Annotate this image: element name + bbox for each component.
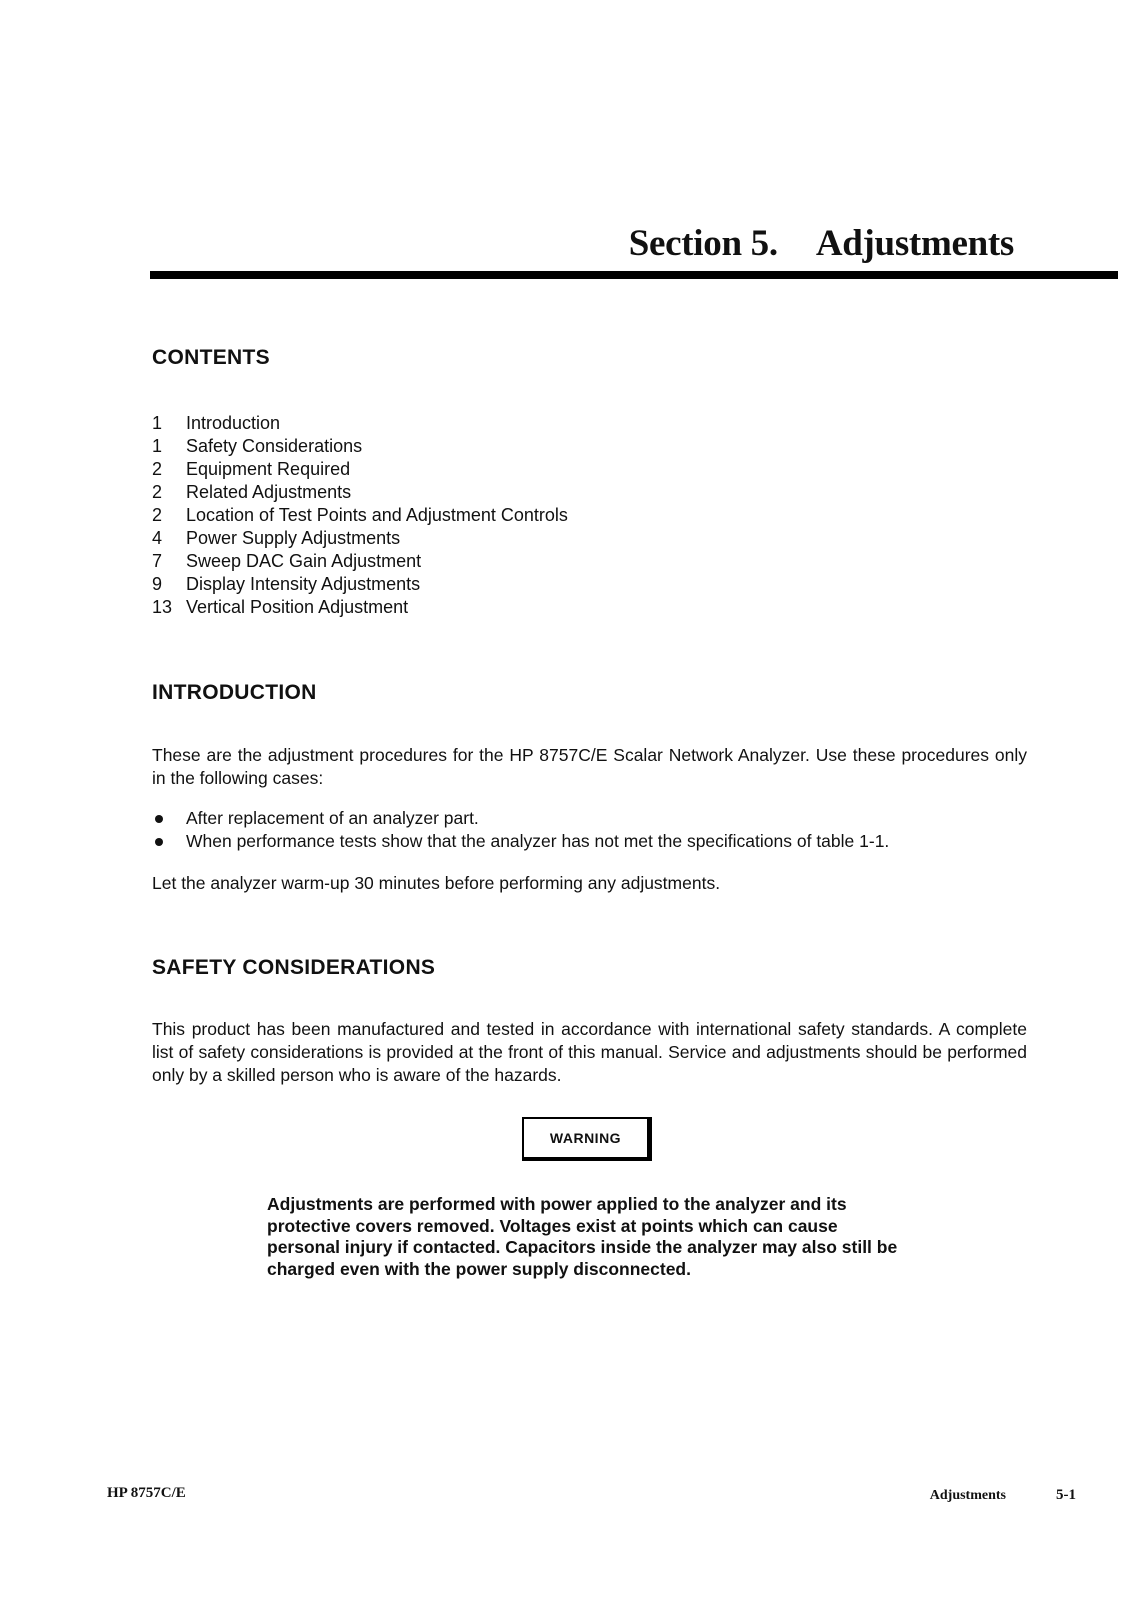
contents-item — [152, 573, 568, 596]
contents-item — [152, 550, 568, 573]
contents-page: 2 — [152, 459, 163, 479]
bullet-dot-icon — [152, 807, 186, 830]
contents-page: 13 — [152, 597, 173, 617]
section-number: Section 5. — [628, 223, 778, 264]
contents-title: Introduction — [186, 413, 281, 433]
contents-page: 2 — [152, 482, 163, 502]
bullet-text: When performance tests show that the analyzer has not met the specifications of table 1-1. — [186, 831, 890, 851]
contents-item — [152, 458, 568, 481]
introduction-closing: Let the analyzer warm-up 30 minutes before performing any adjustments. — [152, 873, 721, 893]
contents-heading: CONTENTS — [152, 346, 270, 369]
contents-page: 1 — [152, 413, 163, 433]
contents-page: 4 — [152, 528, 163, 548]
contents-item — [152, 412, 568, 435]
contents-item — [152, 481, 568, 504]
contents-item — [152, 596, 568, 619]
contents-title: Safety Considerations — [186, 436, 363, 456]
bullet-item — [152, 807, 889, 830]
bullet-item — [152, 830, 889, 853]
safety-heading: SAFETY CONSIDERATIONS — [152, 956, 436, 979]
safety-paragraph: This product has been manufactured and tested in accordance with international safety standards. A complete list of safety considerations is provided at the front of this manual. Service and adjustments should be performed only by a skilled person who is aware of the hazards. — [152, 1019, 1027, 1085]
contents-item — [152, 527, 568, 550]
footer-model: HP 8757C/E — [107, 1485, 186, 1501]
contents-title: Sweep DAC Gain Adjustment — [186, 551, 422, 571]
footer-right — [930, 1487, 1076, 1504]
contents-title: Related Adjustments — [186, 482, 352, 502]
contents-list — [152, 412, 568, 619]
contents-title: Display Intensity Adjustments — [186, 574, 421, 594]
contents-title: Equipment Required — [186, 459, 351, 479]
footer-page-number: 5-1 — [1056, 1487, 1076, 1503]
title-rule — [150, 271, 1118, 279]
introduction-bullets — [152, 807, 889, 853]
contents-page: 7 — [152, 551, 163, 571]
contents-title: Location of Test Points and Adjustment Controls — [186, 505, 568, 525]
introduction-heading: INTRODUCTION — [152, 681, 317, 704]
warning-text: Adjustments are performed with power applied to the analyzer and its protective covers removed. Voltages exist at points which can cause personal injury if contacted. Capacitors inside the analyzer may also still be charged even with the power supply disconnected. — [267, 1194, 898, 1279]
contents-page: 2 — [152, 505, 163, 525]
contents-item — [152, 435, 568, 458]
introduction-paragraph: These are the adjustment procedures for the HP 8757C/E Scalar Network Analyzer. Use these procedures only in the following cases: — [152, 745, 1027, 788]
section-title — [629, 222, 1014, 265]
contents-title: Vertical Position Adjustment — [186, 597, 409, 617]
section-name: Adjustments — [815, 223, 1014, 264]
contents-title: Power Supply Adjustments — [186, 528, 401, 548]
contents-page: 9 — [152, 574, 163, 594]
bullet-dot-icon — [152, 830, 186, 853]
contents-page: 1 — [152, 436, 163, 456]
contents-item — [152, 504, 568, 527]
footer-chapter: Adjustments — [929, 1488, 1006, 1503]
bullet-text: After replacement of an analyzer part. — [186, 808, 479, 828]
warning-label: WARNING — [522, 1117, 652, 1161]
